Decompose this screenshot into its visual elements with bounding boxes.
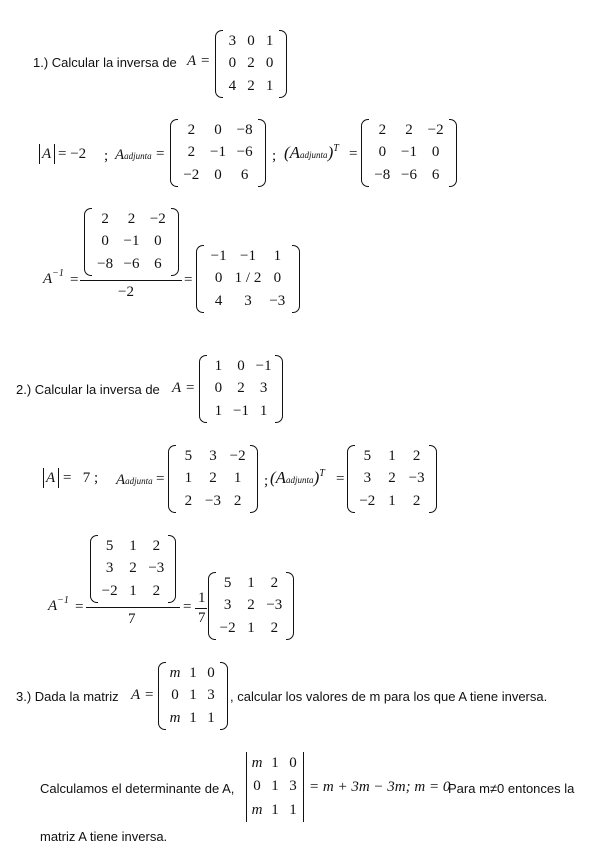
matrix-cell: 3	[259, 380, 268, 397]
matrix-cell: 5	[223, 574, 232, 591]
matrix-cell: −2	[359, 493, 376, 510]
matrix-cell: 2	[405, 121, 413, 138]
matrix-adjunta-transpose	[361, 119, 457, 187]
matrix-cell: 1	[214, 403, 223, 420]
matrix-cell: 5	[184, 447, 193, 464]
matrix-cell: −2	[101, 583, 118, 600]
matrix-cell: −2	[149, 210, 166, 227]
matrix-adjunta	[170, 119, 266, 187]
equals-sign: =	[183, 599, 192, 615]
matrix-cell: −1	[123, 233, 140, 250]
matrix-adjunta-transpose	[347, 445, 437, 513]
matrix-cell: 1	[271, 755, 279, 772]
matrix-cell: m	[169, 664, 181, 681]
matrix-cell: 0	[214, 167, 222, 184]
matrix-cell: −8	[374, 167, 391, 184]
matrix-cell: −3	[269, 293, 286, 310]
fraction-bar	[80, 280, 182, 281]
adjunta-symbol	[115, 146, 152, 164]
problem-2-label: 2.) Calcular la inversa de	[16, 382, 160, 397]
matrix-cell: 1	[184, 470, 193, 487]
matrix-adjunta-transpose-grid	[369, 119, 449, 187]
matrix-cell: 3	[207, 687, 215, 704]
matrix-cell: 2	[270, 620, 279, 637]
numerator-matrix-grid	[92, 208, 171, 276]
matrix-inverse	[196, 245, 300, 313]
matrix-cell: 6	[154, 256, 162, 273]
matrix-cell: 0	[273, 270, 282, 287]
fraction-bar	[86, 607, 180, 608]
matrix-cell: 1	[233, 470, 242, 487]
matrix-cell: 3	[228, 32, 237, 49]
adjunta-t-close: )	[313, 468, 320, 487]
matrix-cell: m	[251, 801, 263, 818]
denominator: 7	[128, 611, 136, 627]
matrix-cell: −6	[401, 167, 417, 184]
matrix-cell: −8	[97, 256, 114, 273]
matrix-cell: 3	[209, 447, 217, 464]
matrix-cell: 5	[363, 447, 372, 464]
matrix-a-symbol: A	[131, 687, 141, 703]
matrix-cell: −1	[240, 247, 256, 264]
matrix-cell: 0	[289, 755, 297, 772]
matrix-cell: 1	[388, 447, 396, 464]
matrix-cell: 2	[388, 470, 396, 487]
numerator-matrix-grid	[98, 535, 168, 603]
matrix-cell: 1	[129, 583, 137, 600]
matrix-cell: 1	[189, 710, 197, 727]
matrix-a-grid	[207, 355, 275, 423]
matrix-cell: 4	[214, 293, 223, 310]
matrix-a-grid	[223, 30, 279, 98]
matrix-cell: 0	[228, 55, 237, 72]
matrix-cell: 2	[152, 537, 161, 554]
matrix-cell: 1	[388, 493, 396, 510]
matrix-cell: 2	[270, 574, 279, 591]
equals-sign: =	[186, 380, 195, 396]
matrix-a-grid	[166, 662, 220, 730]
matrix-cell: 6	[431, 167, 440, 184]
inverse-symbol	[48, 597, 69, 615]
matrix-adjunta	[168, 445, 258, 513]
adjunta-symbol	[116, 471, 153, 489]
matrix-cell: 1	[189, 687, 197, 704]
matrix-cell: 2	[187, 121, 196, 138]
matrix-cell: 2	[127, 210, 136, 227]
matrix-cell: 0	[253, 778, 261, 795]
matrix-cell: 3	[223, 597, 232, 614]
matrix-cell: −2	[229, 447, 246, 464]
matrix-cell: −3	[408, 470, 425, 487]
inverse-letter: A	[48, 598, 58, 614]
adjunta-t-subscript: adjunta	[300, 150, 328, 160]
matrix-cell: 0	[207, 664, 215, 681]
matrix-cell: 1	[247, 574, 255, 591]
matrix-cell: −2	[427, 121, 444, 138]
matrix-cell: 2	[152, 583, 161, 600]
adjunta-t-open: (A	[270, 468, 287, 487]
matrix-cell: −1	[401, 144, 417, 161]
matrix-cell: 3	[289, 778, 297, 795]
matrix-cell: −3	[148, 560, 165, 577]
determinant-result: = m + 3m − 3m; m = 0	[309, 779, 451, 795]
matrix-cell: −8	[236, 121, 253, 138]
matrix-cell: 1 / 2	[234, 270, 262, 287]
matrix-cell: 2	[184, 493, 193, 510]
matrix-cell: 3	[105, 560, 114, 577]
matrix-a	[158, 662, 228, 730]
matrix-cell: 1	[273, 247, 282, 264]
matrix-cell: 2	[412, 493, 421, 510]
matrix-a-symbol: A	[187, 53, 197, 69]
matrix-cell: 2	[247, 597, 255, 614]
equals-sign: =	[201, 53, 210, 69]
det-symbol: A	[46, 470, 56, 486]
transpose-exponent: T	[319, 468, 325, 479]
matrix-cell: 2	[247, 78, 255, 95]
matrix-adjunta-grid	[178, 119, 258, 187]
matrix-cell: 2	[412, 447, 421, 464]
equals-sign: =	[349, 146, 358, 162]
matrix-cell: 0	[101, 233, 109, 250]
conclusion-text: Para m≠0 entonces la	[448, 781, 575, 796]
adjunta-t-subscript: adjunta	[286, 475, 314, 485]
matrix-cell: 1	[265, 78, 274, 95]
det-bar-right	[58, 468, 59, 488]
equals-sign: =	[156, 471, 165, 487]
matrix-inverse	[208, 572, 294, 640]
numerator-matrix	[84, 208, 179, 276]
problem-3-label: 3.) Dada la matriz	[16, 689, 119, 704]
equals-sign: =	[75, 599, 84, 615]
adjunta-transpose-symbol	[284, 143, 339, 163]
matrix-cell: 0	[431, 144, 440, 161]
matrix-cell: −1	[210, 247, 227, 264]
matrix-cell: 0	[237, 357, 245, 374]
matrix-cell: 2	[101, 210, 109, 227]
matrix-cell: 3	[363, 470, 372, 487]
matrix-cell: 0	[214, 380, 223, 397]
matrix-adjunta-grid	[176, 445, 250, 513]
det-bar-right	[54, 144, 55, 164]
separator: ;	[264, 473, 269, 489]
det-symbol: A	[42, 146, 52, 162]
matrix-cell: −2	[219, 620, 236, 637]
matrix-cell: 0	[154, 233, 162, 250]
adjunta-letter: A	[116, 472, 126, 488]
inverse-exponent: −1	[57, 595, 69, 606]
adjunta-t-open: (A	[284, 143, 301, 162]
separator: ;	[272, 148, 277, 164]
matrix-a	[215, 30, 287, 98]
matrix-cell: −1	[255, 357, 272, 374]
matrix-cell: 0	[378, 144, 387, 161]
inverse-letter: A	[43, 271, 53, 287]
determinant-matrix	[244, 752, 306, 822]
matrix-cell: 0	[247, 32, 255, 49]
equals-sign: =	[156, 146, 165, 162]
matrix-cell: 1	[271, 801, 279, 818]
matrix-cell: 0	[214, 270, 223, 287]
numerator-matrix	[90, 535, 176, 603]
adjunta-transpose-symbol	[270, 468, 325, 488]
matrix-cell: −3	[205, 493, 221, 510]
matrix-cell: 2	[378, 121, 387, 138]
scalar-fraction-bar	[195, 608, 207, 609]
scalar-denominator: 7	[198, 610, 206, 626]
matrix-cell: 1	[189, 664, 197, 681]
matrix-cell: −6	[236, 144, 253, 161]
denominator: −2	[118, 284, 134, 300]
matrix-inverse-grid	[204, 245, 292, 313]
matrix-cell: 2	[187, 144, 196, 161]
matrix-a	[199, 355, 283, 423]
matrix-cell: 1	[207, 710, 215, 727]
matrix-cell: 1	[129, 537, 137, 554]
matrix-cell: −3	[266, 597, 283, 614]
matrix-cell: 2	[209, 470, 217, 487]
adjunta-subscript: adjunta	[125, 476, 153, 486]
matrix-cell: 2	[129, 560, 137, 577]
matrix-cell: 1	[247, 620, 255, 637]
matrix-adjunta-transpose-grid	[355, 445, 429, 513]
matrix-cell: 1	[259, 403, 268, 420]
matrix-cell: 0	[265, 55, 274, 72]
matrix-a-symbol: A	[172, 380, 182, 396]
transpose-exponent: T	[333, 143, 339, 154]
matrix-inverse-grid	[216, 572, 286, 640]
problem-1-label: 1.) Calcular la inversa de	[33, 55, 177, 70]
equals-sign: =	[70, 272, 79, 288]
matrix-cell: −1	[233, 403, 249, 420]
det-value: = −2	[58, 146, 87, 162]
matrix-cell: 5	[105, 537, 114, 554]
matrix-cell: −1	[210, 144, 226, 161]
conclusion-text-2: matriz A tiene inversa.	[40, 829, 168, 844]
calc-label: Calculamos el determinante de A,	[40, 781, 235, 796]
matrix-cell: −6	[123, 256, 140, 273]
scalar-numerator: 1	[198, 590, 206, 606]
matrix-cell: m	[169, 710, 181, 727]
matrix-cell: 2	[247, 55, 255, 72]
adjunta-letter: A	[115, 147, 125, 163]
matrix-cell: −2	[183, 167, 200, 184]
separator: ;	[104, 148, 109, 164]
matrix-cell: 0	[214, 121, 222, 138]
matrix-cell: 0	[171, 687, 179, 704]
matrix-cell: 1	[214, 357, 223, 374]
equals-sign: =	[336, 471, 345, 487]
det-bar-left	[39, 144, 40, 164]
det-value: = 7 ;	[63, 470, 99, 486]
matrix-cell: m	[251, 755, 263, 772]
matrix-cell: 1	[271, 778, 279, 795]
equals-sign: =	[145, 687, 154, 703]
problem-3-text: , calcular los valores de m para los que A tiene inversa.	[230, 689, 548, 704]
determinant-grid	[248, 752, 302, 822]
matrix-cell: 3	[244, 293, 252, 310]
equals-sign: =	[184, 272, 193, 288]
matrix-cell: 2	[233, 493, 242, 510]
adjunta-t-close: )	[327, 143, 334, 162]
adjunta-subscript: adjunta	[124, 151, 152, 161]
det-bar-left	[43, 468, 44, 488]
matrix-cell: 4	[228, 78, 237, 95]
matrix-cell: 1	[289, 801, 297, 818]
inverse-symbol	[43, 270, 64, 288]
matrix-cell: 6	[240, 167, 249, 184]
inverse-exponent: −1	[52, 268, 64, 279]
matrix-cell: 1	[265, 32, 274, 49]
matrix-cell: 2	[237, 380, 245, 397]
